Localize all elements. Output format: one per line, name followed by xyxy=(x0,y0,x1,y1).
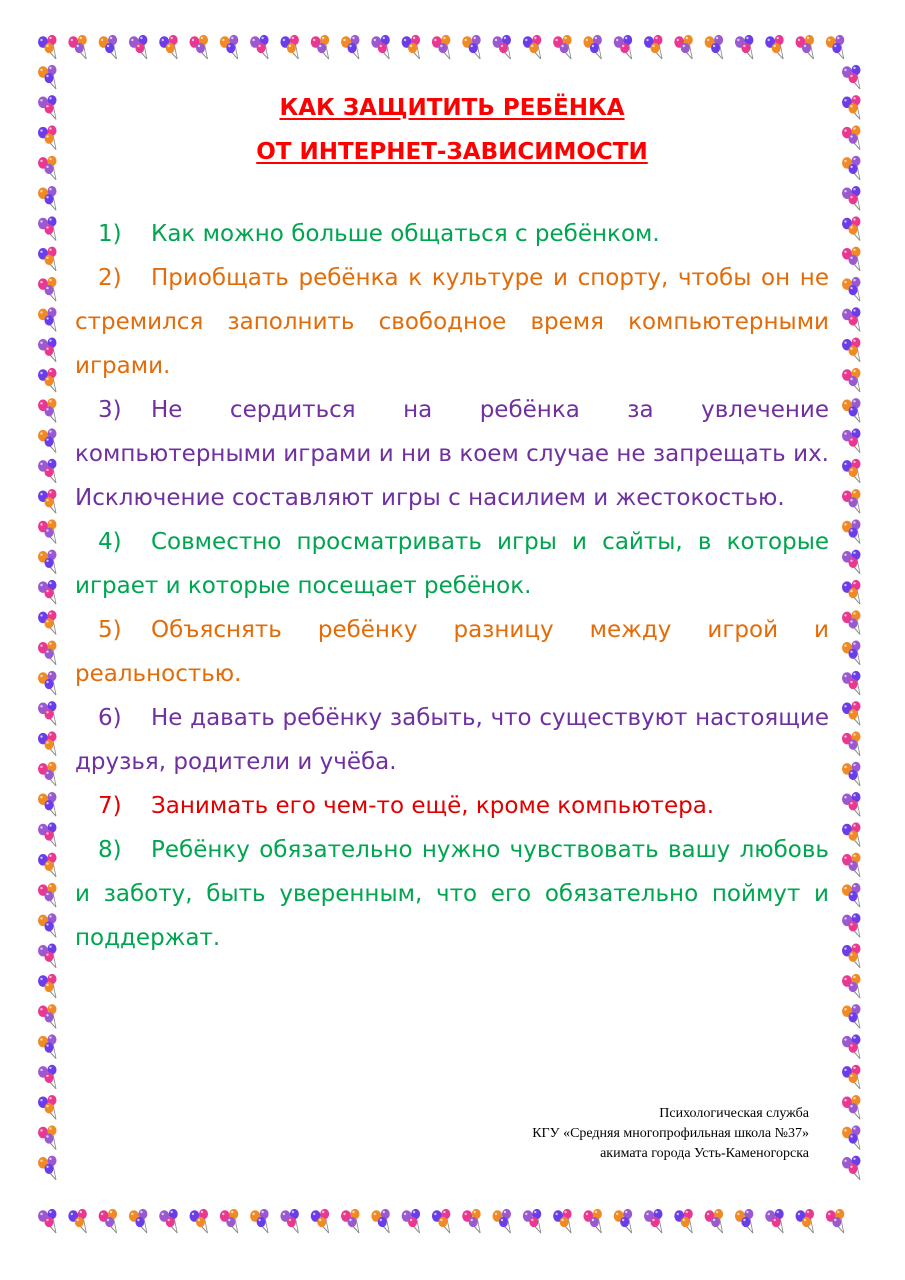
balloon-bunch-icon xyxy=(38,1125,57,1149)
balloon-bunch-icon xyxy=(280,35,299,59)
balloon-bunch-icon xyxy=(674,1209,693,1233)
balloon-bunch-icon xyxy=(311,1209,330,1233)
tips-list xyxy=(75,212,829,960)
balloon-bunch-icon xyxy=(735,35,754,59)
balloon-bunch-icon xyxy=(644,35,663,59)
page-title-line-1: КАК ЗАЩИТИТЬ РЕБЁНКА xyxy=(279,95,625,121)
balloon-bunch-icon xyxy=(38,156,57,180)
balloon-bunch-icon xyxy=(341,35,360,59)
balloon-bunch-icon xyxy=(38,459,57,483)
balloon-bunch-icon xyxy=(38,974,57,998)
item-number: 5) xyxy=(98,617,122,643)
balloon-bunch-icon xyxy=(311,35,330,59)
balloon-bunch-icon xyxy=(68,1209,87,1233)
balloon-bunch-icon xyxy=(842,428,861,452)
balloon-bunch-icon xyxy=(842,731,861,755)
balloon-bunch-icon xyxy=(705,35,724,59)
balloon-bunch-icon xyxy=(38,519,57,543)
list-item xyxy=(75,256,829,388)
balloon-bunch-icon xyxy=(842,792,861,816)
list-item xyxy=(75,212,829,256)
balloon-bunch-icon xyxy=(644,1209,663,1233)
balloon-bunch-icon xyxy=(842,186,861,210)
balloon-bunch-icon xyxy=(842,822,861,846)
balloon-bunch-icon xyxy=(38,1209,57,1233)
balloon-bunch-icon xyxy=(842,247,861,271)
balloon-bunch-icon xyxy=(159,1209,178,1233)
balloon-bunch-icon xyxy=(38,247,57,271)
item-text: Приобщать ребёнка к культуре и спорту, чтобы он не стремился заполнить свободное время компьютерными играми. xyxy=(75,265,829,379)
balloon-bunch-icon xyxy=(38,125,57,149)
balloon-bunch-icon xyxy=(523,1209,542,1233)
balloon-bunch-icon xyxy=(68,35,87,59)
footer-line-3: акимата города Усть-Каменогорска xyxy=(600,1146,809,1161)
balloon-bunch-icon xyxy=(765,1209,784,1233)
balloon-bunch-icon xyxy=(220,35,239,59)
balloon-bunch-icon xyxy=(553,1209,572,1233)
balloon-bunch-icon xyxy=(38,428,57,452)
balloon-bunch-icon xyxy=(842,974,861,998)
balloon-bunch-icon xyxy=(38,731,57,755)
item-text: Занимать его чем-то ещё, кроме компьютера. xyxy=(151,793,715,819)
balloon-bunch-icon xyxy=(38,762,57,786)
balloon-bunch-icon xyxy=(38,641,57,665)
list-item xyxy=(75,828,829,960)
balloon-bunch-icon xyxy=(38,671,57,695)
balloon-bunch-icon xyxy=(341,1209,360,1233)
balloon-bunch-icon xyxy=(842,1004,861,1028)
balloon-bunch-icon xyxy=(493,35,512,59)
balloon-bunch-icon xyxy=(38,853,57,877)
balloon-bunch-icon xyxy=(842,489,861,513)
balloon-bunch-icon xyxy=(38,883,57,907)
item-text: Совместно просматривать игры и сайты, в которые играет и которые посещает ребёнок. xyxy=(75,529,829,599)
balloon-bunch-icon xyxy=(842,671,861,695)
balloon-bunch-icon xyxy=(38,338,57,362)
balloon-bunch-icon xyxy=(371,1209,390,1233)
balloon-bunch-icon xyxy=(842,1156,861,1180)
balloon-bunch-icon xyxy=(280,1209,299,1233)
balloon-bunch-icon xyxy=(402,35,421,59)
list-item xyxy=(75,388,829,520)
balloon-bunch-icon xyxy=(583,35,602,59)
balloon-bunch-icon xyxy=(523,35,542,59)
balloon-bunch-icon xyxy=(159,35,178,59)
item-text: Как можно больше общаться с ребёнком. xyxy=(151,221,660,247)
balloon-bunch-icon xyxy=(38,1065,57,1089)
balloon-bunch-icon xyxy=(842,1125,861,1149)
balloon-bunch-icon xyxy=(220,1209,239,1233)
balloon-bunch-icon xyxy=(38,1004,57,1028)
balloon-bunch-icon xyxy=(38,580,57,604)
balloon-bunch-icon xyxy=(38,35,57,59)
balloon-bunch-icon xyxy=(38,307,57,331)
list-item xyxy=(75,696,829,784)
balloon-bunch-icon xyxy=(38,65,57,89)
balloon-bunch-icon xyxy=(842,156,861,180)
balloon-bunch-icon xyxy=(250,1209,269,1233)
balloon-bunch-icon xyxy=(38,913,57,937)
balloon-bunch-icon xyxy=(796,35,815,59)
balloon-bunch-icon xyxy=(842,277,861,301)
item-number: 6) xyxy=(98,705,122,731)
balloon-bunch-icon xyxy=(842,398,861,422)
balloon-bunch-icon xyxy=(402,1209,421,1233)
balloon-bunch-icon xyxy=(842,1065,861,1089)
balloon-bunch-icon xyxy=(190,35,209,59)
balloon-bunch-icon xyxy=(99,1209,118,1233)
balloon-bunch-icon xyxy=(842,610,861,634)
balloon-bunch-icon xyxy=(735,1209,754,1233)
balloon-bunch-icon xyxy=(842,519,861,543)
balloon-bunch-icon xyxy=(38,1156,57,1180)
balloon-bunch-icon xyxy=(38,550,57,574)
balloon-bunch-icon xyxy=(432,35,451,59)
balloon-bunch-icon xyxy=(842,944,861,968)
item-text: Не давать ребёнку забыть, что существуют настоящие друзья, родители и учёба. xyxy=(75,705,829,775)
balloon-bunch-icon xyxy=(583,1209,602,1233)
balloon-bunch-icon xyxy=(842,459,861,483)
balloon-bunch-icon xyxy=(38,368,57,392)
balloon-bunch-icon xyxy=(38,216,57,240)
footer-line-1: Психологическая служба xyxy=(659,1106,809,1121)
balloon-bunch-icon xyxy=(705,1209,724,1233)
balloon-bunch-icon xyxy=(462,35,481,59)
balloon-bunch-icon xyxy=(842,580,861,604)
item-number: 7) xyxy=(98,793,122,819)
balloon-bunch-icon xyxy=(38,1095,57,1119)
balloon-bunch-icon xyxy=(129,35,148,59)
balloon-bunch-icon xyxy=(38,489,57,513)
list-item xyxy=(75,784,829,828)
balloon-bunch-icon xyxy=(553,35,572,59)
balloon-bunch-icon xyxy=(38,277,57,301)
footer-signature xyxy=(532,1104,809,1164)
balloon-bunch-icon xyxy=(842,550,861,574)
balloon-bunch-icon xyxy=(38,398,57,422)
balloon-bunch-icon xyxy=(842,853,861,877)
balloon-bunch-icon xyxy=(842,701,861,725)
footer-line-2: КГУ «Средняя многопрофильная школа №37» xyxy=(532,1126,809,1141)
balloon-bunch-icon xyxy=(38,1034,57,1058)
item-text: Ребёнку обязательно нужно чувствовать вашу любовь и заботу, быть уверенным, что его обязательно поймут и поддержат. xyxy=(75,837,829,951)
balloon-bunch-icon xyxy=(371,35,390,59)
balloon-bunch-icon xyxy=(842,368,861,392)
balloon-bunch-icon xyxy=(842,1034,861,1058)
item-text: Объяснять ребёнку разницу между игрой и реальностью. xyxy=(75,617,829,687)
item-number: 8) xyxy=(98,837,122,863)
balloon-bunch-icon xyxy=(842,762,861,786)
document-body xyxy=(75,86,829,960)
page-title-line-2: ОТ ИНТЕРНЕТ-ЗАВИСИМОСТИ xyxy=(256,139,648,165)
balloon-bunch-icon xyxy=(250,35,269,59)
item-number: 3) xyxy=(98,397,122,423)
balloon-bunch-icon xyxy=(826,1209,845,1233)
balloon-bunch-icon xyxy=(614,35,633,59)
list-item xyxy=(75,520,829,608)
balloon-bunch-icon xyxy=(842,883,861,907)
balloon-bunch-icon xyxy=(842,1095,861,1119)
balloon-bunch-icon xyxy=(38,792,57,816)
list-item xyxy=(75,608,829,696)
balloon-bunch-icon xyxy=(38,944,57,968)
balloon-bunch-icon xyxy=(432,1209,451,1233)
item-number: 2) xyxy=(98,265,122,291)
item-number: 4) xyxy=(98,529,122,555)
balloon-bunch-icon xyxy=(842,307,861,331)
balloon-bunch-icon xyxy=(38,822,57,846)
balloon-bunch-icon xyxy=(842,641,861,665)
balloon-bunch-icon xyxy=(842,913,861,937)
balloon-bunch-icon xyxy=(462,1209,481,1233)
balloon-bunch-icon xyxy=(842,65,861,89)
balloon-bunch-icon xyxy=(842,216,861,240)
balloon-bunch-icon xyxy=(493,1209,512,1233)
balloon-bunch-icon xyxy=(842,95,861,119)
balloon-bunch-icon xyxy=(674,35,693,59)
balloon-bunch-icon xyxy=(38,186,57,210)
balloon-bunch-icon xyxy=(826,35,845,59)
balloon-bunch-icon xyxy=(190,1209,209,1233)
balloon-bunch-icon xyxy=(38,95,57,119)
balloon-bunch-icon xyxy=(129,1209,148,1233)
balloon-bunch-icon xyxy=(38,610,57,634)
balloon-bunch-icon xyxy=(99,35,118,59)
balloon-bunch-icon xyxy=(842,125,861,149)
balloon-bunch-icon xyxy=(614,1209,633,1233)
balloon-bunch-icon xyxy=(765,35,784,59)
item-number: 1) xyxy=(98,221,122,247)
balloon-bunch-icon xyxy=(796,1209,815,1233)
balloon-bunch-icon xyxy=(38,701,57,725)
balloon-bunch-icon xyxy=(842,338,861,362)
item-text: Не сердиться на ребёнка за увлечение компьютерными играми и ни в коем случае не запрещать их. Исключение составляют игры с насилием и жестокостью. xyxy=(75,397,829,511)
